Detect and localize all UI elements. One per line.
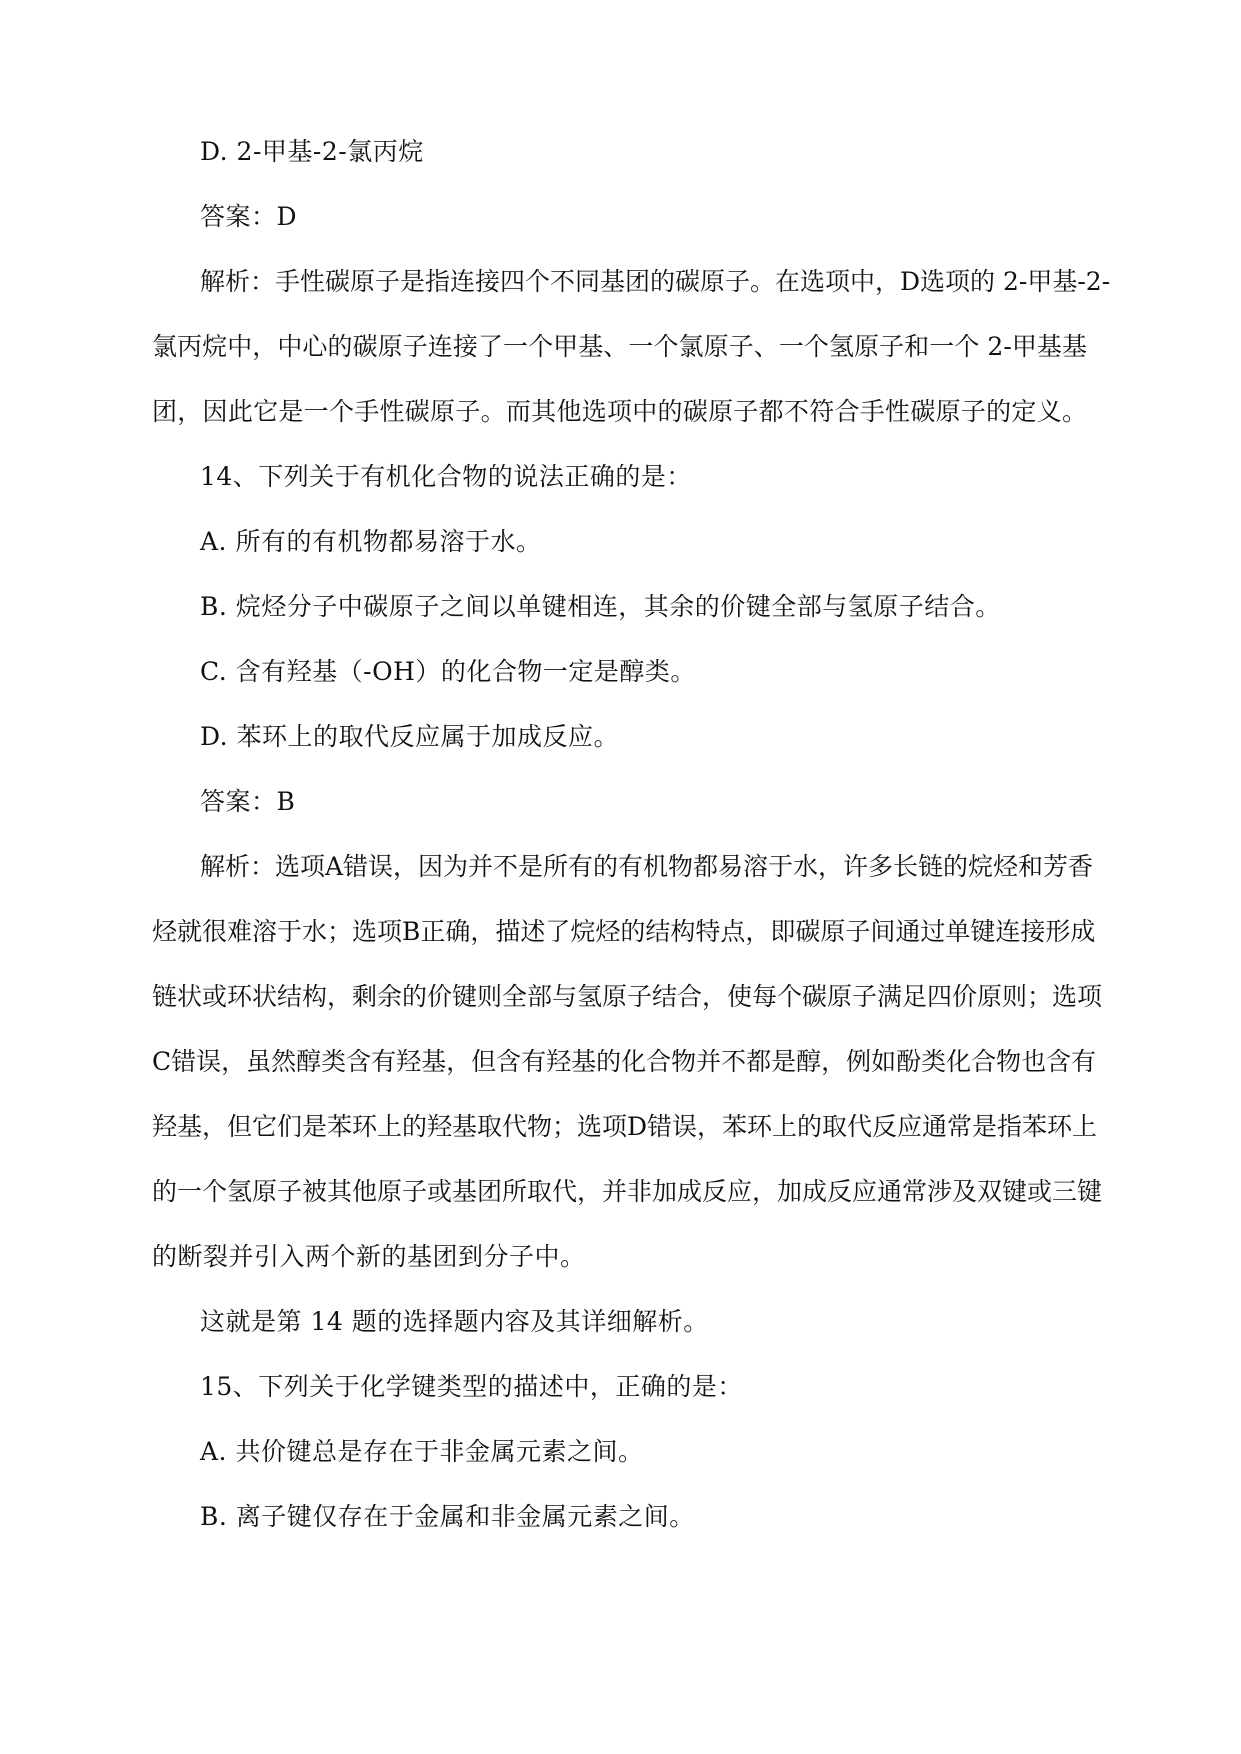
q15-option-a: A. 共价键总是存在于非金属元素之间。 bbox=[200, 1437, 644, 1466]
q13-analysis-line-2: 氯丙烷中，中心的碳原子连接了一个甲基、一个氯原子、一个氢原子和一个 2-甲基基 bbox=[152, 332, 1087, 361]
q14-analysis-line-4: C错误，虽然醇类含有羟基，但含有羟基的化合物并不都是醇，例如酚类化合物也含有 bbox=[152, 1047, 1097, 1076]
q14-answer: 答案：B bbox=[200, 787, 296, 816]
q14-analysis-line-1: 解析：选项A错误，因为并不是所有的有机物都易溶于水，许多长链的烷烃和芳香 bbox=[200, 852, 1094, 881]
q14-option-d: D. 苯环上的取代反应属于加成反应。 bbox=[200, 722, 620, 751]
q14-summary: 这就是第 14 题的选择题内容及其详细解析。 bbox=[200, 1307, 709, 1336]
q15-question: 15、下列关于化学键类型的描述中，正确的是： bbox=[200, 1372, 743, 1401]
q14-analysis-line-3: 链状或环状结构，剩余的价键则全部与氢原子结合，使每个碳原子满足四价原则；选项 bbox=[152, 982, 1103, 1011]
q14-analysis-line-2: 烃就很难溶于水；选项B正确，描述了烷烃的结构特点，即碳原子间通过单键连接形成 bbox=[152, 917, 1096, 946]
q13-option-d: D. 2-甲基-2-氯丙烷 bbox=[200, 137, 424, 166]
q13-analysis-line-1: 解析：手性碳原子是指连接四个不同基团的碳原子。在选项中，D选项的 2-甲基-2- bbox=[200, 267, 1111, 296]
q13-answer: 答案：D bbox=[200, 202, 298, 231]
q14-analysis-line-7: 的断裂并引入两个新的基团到分子中。 bbox=[152, 1242, 586, 1271]
q14-option-a: A. 所有的有机物都易溶于水。 bbox=[200, 527, 542, 556]
q14-analysis-line-6: 的一个氢原子被其他原子或基团所取代，并非加成反应，加成反应通常涉及双键或三键 bbox=[152, 1177, 1103, 1206]
q14-question: 14、下列关于有机化合物的说法正确的是： bbox=[200, 462, 692, 491]
q14-analysis-line-5: 羟基，但它们是苯环上的羟基取代物；选项D错误，苯环上的取代反应通常是指苯环上 bbox=[152, 1112, 1098, 1141]
q13-analysis-line-3: 团，因此它是一个手性碳原子。而其他选项中的碳原子都不符合手性碳原子的定义。 bbox=[152, 397, 1087, 426]
q15-option-b: B. 离子键仅存在于金属和非金属元素之间。 bbox=[200, 1502, 695, 1531]
q14-option-b: B. 烷烃分子中碳原子之间以单键相连，其余的价键全部与氢原子结合。 bbox=[200, 592, 1001, 621]
q14-option-c: C. 含有羟基（-OH）的化合物一定是醇类。 bbox=[200, 657, 696, 686]
